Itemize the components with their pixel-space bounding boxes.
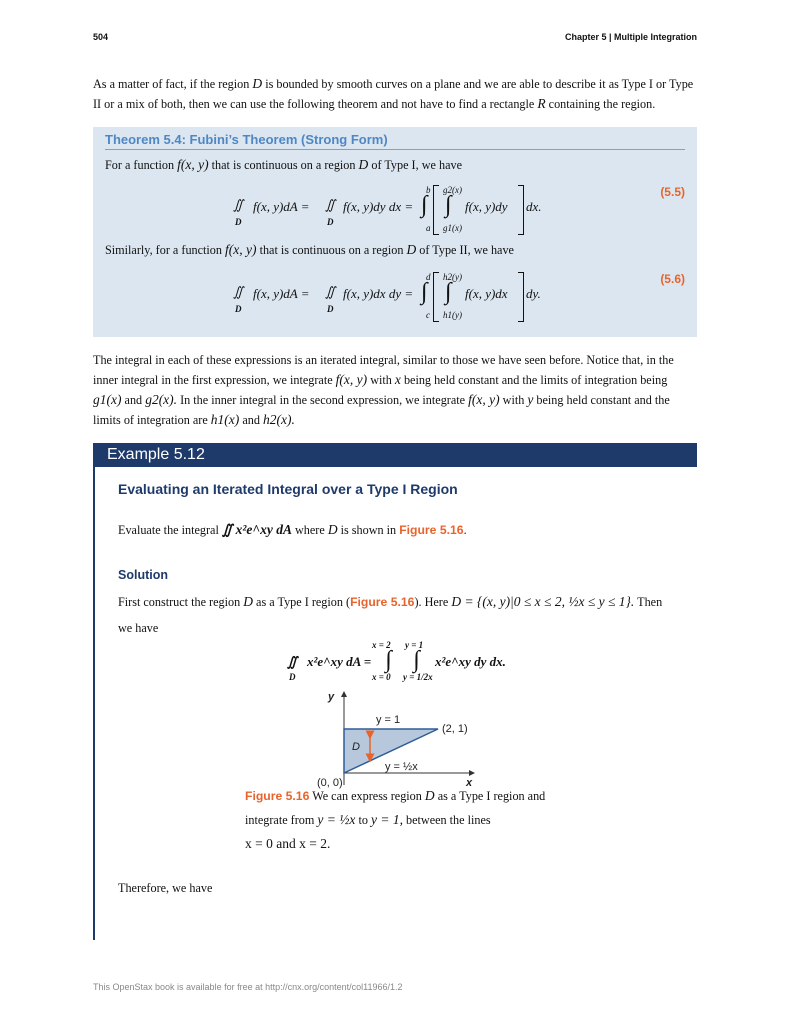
figure-5-16-graph (300, 688, 520, 793)
theorem-title: Theorem 5.4: Fubini’s Theorem (Strong Form) (105, 132, 388, 147)
solution-heading: Solution (118, 568, 168, 582)
text: Evaluate the integral (118, 523, 219, 537)
math: D (424, 788, 435, 803)
lhs: f(x, y)dA = (253, 286, 310, 301)
math: f(x, y) (177, 157, 209, 172)
text: . (463, 523, 467, 537)
math: D = {(x, y)|0 ≤ x ≤ 2, ½x ≤ y ≤ 1}. (451, 594, 635, 609)
tail: dy. (526, 286, 541, 301)
math: y = ½x (317, 812, 356, 827)
text: Similarly, for a function (105, 243, 222, 257)
text: containing the region. (548, 97, 656, 111)
x-axis-label: x (466, 777, 473, 789)
text: ). Here (414, 595, 449, 609)
text: and (242, 413, 260, 427)
double-integral: ∬ (325, 197, 336, 212)
math: y = 1, (370, 812, 403, 827)
double-integral: ∬ (233, 197, 244, 212)
double-integral: ∬ (233, 284, 244, 299)
math: x = 0 and x = 2. (245, 836, 331, 851)
solution-line-1 (118, 592, 662, 612)
text: being held constant and the limits of integration being (403, 373, 668, 387)
inner-lower: y = 1/2x (403, 672, 433, 682)
lhs: f(x, y)dA = (253, 199, 310, 214)
math: D (406, 242, 417, 257)
math: f(x, y) (225, 242, 257, 257)
text: that is continuous on a region (259, 243, 404, 257)
text: We can express region (312, 789, 422, 803)
math: D (327, 522, 338, 537)
text: where (295, 523, 325, 537)
region: D (235, 217, 242, 227)
explanation-paragraph (93, 350, 697, 430)
text: as a Type I region and (437, 789, 546, 803)
example-header: Example 5.12 (93, 443, 697, 467)
theorem-line-1 (105, 155, 462, 175)
inner-lower: h1(y) (443, 310, 462, 320)
math: D (243, 594, 253, 609)
text: is bounded by smooth curves on a plane and we are able to describe it as Type I or Type (265, 77, 694, 91)
equation-number: (5.5) (660, 185, 685, 199)
text: In the inner integral in the second expression, we integrate (180, 393, 466, 407)
outer-upper: x = 2 (372, 640, 391, 650)
integral-sign: ∫ (421, 279, 428, 305)
text: integrate from (245, 813, 315, 827)
origin-label: (0, 0) (317, 777, 343, 789)
mid: f(x, y)dx dy = (343, 286, 414, 301)
figure-label: Figure 5.16 (245, 789, 310, 803)
text: of Type II, we have (419, 243, 514, 257)
math: D (252, 76, 263, 91)
iterated-integral: ∬ D x²e^xy dA = x = 2 ∫ x = 0 y = 1 ∫ y = 1/2x x²e^xy dy dx. (287, 640, 506, 682)
inner-lower: g1(x) (443, 223, 462, 233)
text: is shown in (340, 523, 397, 537)
integral-sign: ∫ (421, 192, 428, 218)
text: as a Type I region ( (256, 595, 351, 609)
outer-lower: x = 0 (372, 672, 391, 682)
math: R (537, 96, 546, 111)
text: Then (637, 595, 663, 609)
figure-caption (245, 786, 565, 854)
math: h2(x). (262, 412, 295, 427)
equation-number: (5.6) (660, 272, 685, 286)
left-bracket (433, 272, 439, 322)
diagonal-line-label: y = ½x (385, 761, 418, 773)
upper-limit: d (426, 272, 431, 282)
left-bracket (433, 185, 439, 235)
text: and (124, 393, 143, 407)
inner-upper: y = 1 (405, 640, 424, 650)
text: between the lines (406, 813, 491, 827)
example-border (93, 467, 95, 940)
evaluate-line: Evaluate the integral ∬ x²e^xy dA where D is shown in Figure 5.16. (118, 522, 467, 537)
region: D (327, 304, 334, 314)
chapter-title: Chapter 5 | Multiple Integration (564, 32, 697, 42)
region-label: D (352, 741, 360, 753)
page-number: 504 (93, 32, 109, 42)
text: inner integral in the first expression, we integrate (93, 373, 333, 387)
example-title: Evaluating an Iterated Integral over a Type I Region (118, 481, 458, 497)
double-integral: ∬ (325, 284, 336, 299)
theorem-line-2 (105, 240, 514, 260)
rhs: x²e^xy dy dx. (435, 654, 506, 669)
math: x (394, 372, 401, 387)
math: D (358, 157, 369, 172)
lower-limit: a (426, 223, 431, 233)
solution-line-2: we have (118, 621, 159, 635)
text: For a function (105, 158, 175, 172)
footer: This OpenStax book is available for free at http://cnx.org/content/col11966/1.2 (93, 982, 403, 992)
text: that is continuous on a region (211, 158, 356, 172)
inner-upper: h2(y) (443, 272, 462, 282)
right-bracket (518, 185, 524, 235)
region: D (327, 217, 334, 227)
figure-link[interactable]: Figure 5.16 (399, 523, 464, 537)
integral-sign: ∫ (445, 192, 452, 218)
math: x²e^xy dA (235, 522, 292, 537)
integral-sign: ∫ (445, 279, 452, 305)
top-line-label: y = 1 (376, 714, 401, 726)
upper-limit: b (426, 185, 431, 195)
tail: dx. (526, 199, 542, 214)
right-bracket (518, 272, 524, 322)
text: being held constant and the (536, 393, 670, 407)
theorem-box (93, 127, 697, 337)
inner: f(x, y)dx (465, 286, 508, 301)
text: The integral in each of these expressions is an iterated integral, similar to those we have seen before. Notice that, in the (93, 353, 674, 367)
math: g2(x). (145, 392, 178, 407)
math: g1(x) (93, 392, 122, 407)
figure-link[interactable]: Figure 5.16 (350, 595, 415, 609)
divider (105, 149, 685, 150)
math: h1(x) (210, 412, 240, 427)
mid: f(x, y)dy dx = (343, 199, 414, 214)
math: f(x, y) (335, 372, 368, 387)
lhs: x²e^xy dA = (307, 654, 372, 669)
text: II or a mix of both, then we can use the following theorem and not have to find a rectangle (93, 97, 535, 111)
region: D (289, 672, 296, 682)
lower-limit: c (426, 310, 430, 320)
math: f(x, y) (468, 392, 500, 407)
y-axis-label: y (328, 691, 335, 703)
text: with (502, 393, 525, 407)
therefore-line: Therefore, we have (118, 881, 213, 895)
text: to (358, 813, 368, 827)
math: y (527, 392, 534, 407)
region: D (235, 304, 242, 314)
text: First construct the region (118, 595, 241, 609)
text: with (370, 373, 392, 387)
inner: f(x, y)dy (465, 199, 508, 214)
intro-paragraph (93, 74, 697, 114)
text: limits of integration are (93, 413, 208, 427)
corner-point-label: (2, 1) (442, 723, 468, 735)
text: of Type I, we have (371, 158, 462, 172)
inner-upper: g2(x) (443, 185, 462, 195)
text: As a matter of fact, if the region (93, 77, 250, 91)
